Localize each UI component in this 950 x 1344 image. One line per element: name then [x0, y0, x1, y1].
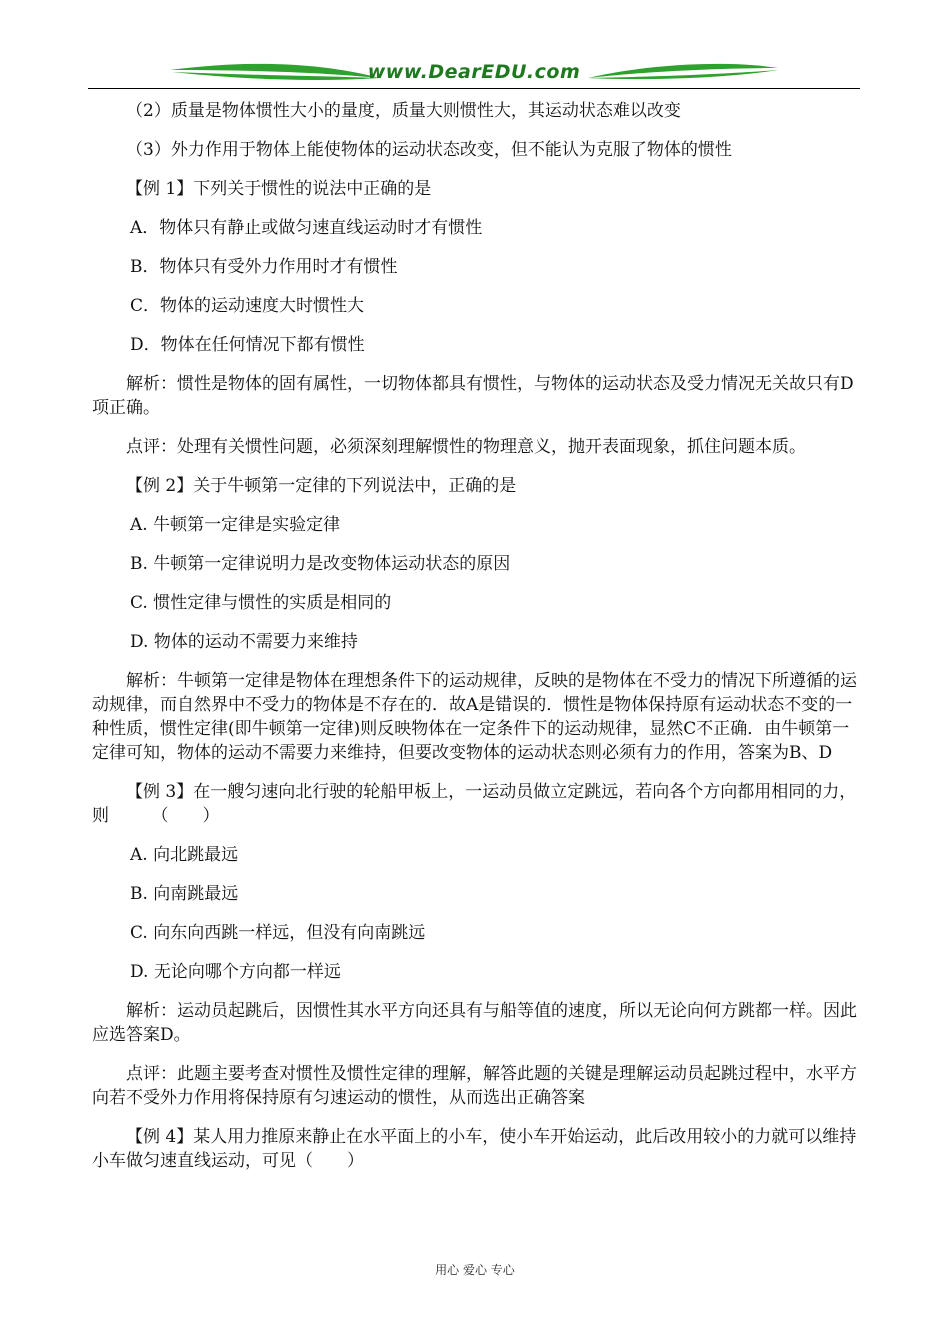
header-rule [88, 88, 860, 89]
example-2-question: 【例 2】关于牛顿第一定律的下列说法中，正确的是 [126, 476, 517, 496]
analysis: 解析：牛顿第一定律是物体在理想条件下的运动规律，反映的是物体在不受力的情况下所遵循的运动规律，而自然界中不受力的物体是不存在的．故A是错误的．惯性是物体保持原有运动状态不变的一种性质，惯性定律(即牛顿第一定律)则反映物体在一定条件下的运动规律，显然C不正确．由牛顿第一定律可知，物体的运动不需要力来维持，但要改变物体的运动状态则必须有力的作用，答案为B、D [92, 671, 857, 763]
option-c: C. 向东向西跳一样远，但没有向南跳远 [130, 923, 426, 943]
option-d: D. 物体的运动不需要力来维持 [130, 632, 358, 652]
option-c: C．物体的运动速度大时惯性大 [130, 296, 365, 316]
page-header [88, 56, 860, 92]
option-b: B. 向南跳最远 [130, 884, 239, 904]
option-d: D. 无论向哪个方向都一样远 [130, 962, 341, 982]
option-b: B. 牛顿第一定律说明力是改变物体运动状态的原因 [130, 554, 511, 574]
option-a: A．物体只有静止或做匀速直线运动时才有惯性 [130, 218, 483, 238]
comment: 点评：此题主要考查对惯性及惯性定律的理解，解答此题的关键是理解运动员起跳过程中，水平方向若不受外力作用将保持原有匀速运动的惯性，从而选出正确答案 [92, 1064, 857, 1108]
comment: 点评：处理有关惯性问题，必须深刻理解惯性的物理意义，抛开表面现象，抓住问题本质。 [126, 437, 806, 457]
paragraph: （3）外力作用于物体上能使物体的运动状态改变，但不能认为克服了物体的惯性 [126, 140, 732, 160]
site-brand: www.DearEDU.com [367, 61, 581, 83]
option-c: C. 惯性定律与惯性的实质是相同的 [130, 593, 392, 613]
paragraph: （2）质量是物体惯性大小的量度，质量大则惯性大，其运动状态难以改变 [126, 101, 681, 121]
page-footer: 用心 爱心 专心 [435, 1263, 515, 1277]
example-3-question: 【例 3】在一艘匀速向北行驶的轮船甲板上，一运动员做立定跳远，若向各个方向都用相同的力，则 （ ） [92, 782, 857, 826]
example-1-question: 【例 1】下列关于惯性的说法中正确的是 [126, 179, 432, 199]
document-body [92, 99, 862, 1188]
option-a: A. 牛顿第一定律是实验定律 [130, 515, 341, 535]
analysis: 解析：惯性是物体的固有属性，一切物体都具有惯性，与物体的运动状态及受力情况无关故只有D项正确。 [92, 374, 854, 418]
option-b: B．物体只有受外力作用时才有惯性 [130, 257, 398, 277]
analysis: 解析：运动员起跳后，因惯性其水平方向还具有与船等值的速度，所以无论向何方跳都一样。因此应选答案D。 [92, 1001, 857, 1045]
option-a: A. 向北跳最远 [130, 845, 239, 865]
example-4-question: 【例 4】某人用力推原来静止在水平面上的小车，使小车开始运动，此后改用较小的力就可以维持小车做匀速直线运动，可见（ ） [92, 1127, 857, 1171]
option-d: D．物体在任何情况下都有惯性 [130, 335, 365, 355]
